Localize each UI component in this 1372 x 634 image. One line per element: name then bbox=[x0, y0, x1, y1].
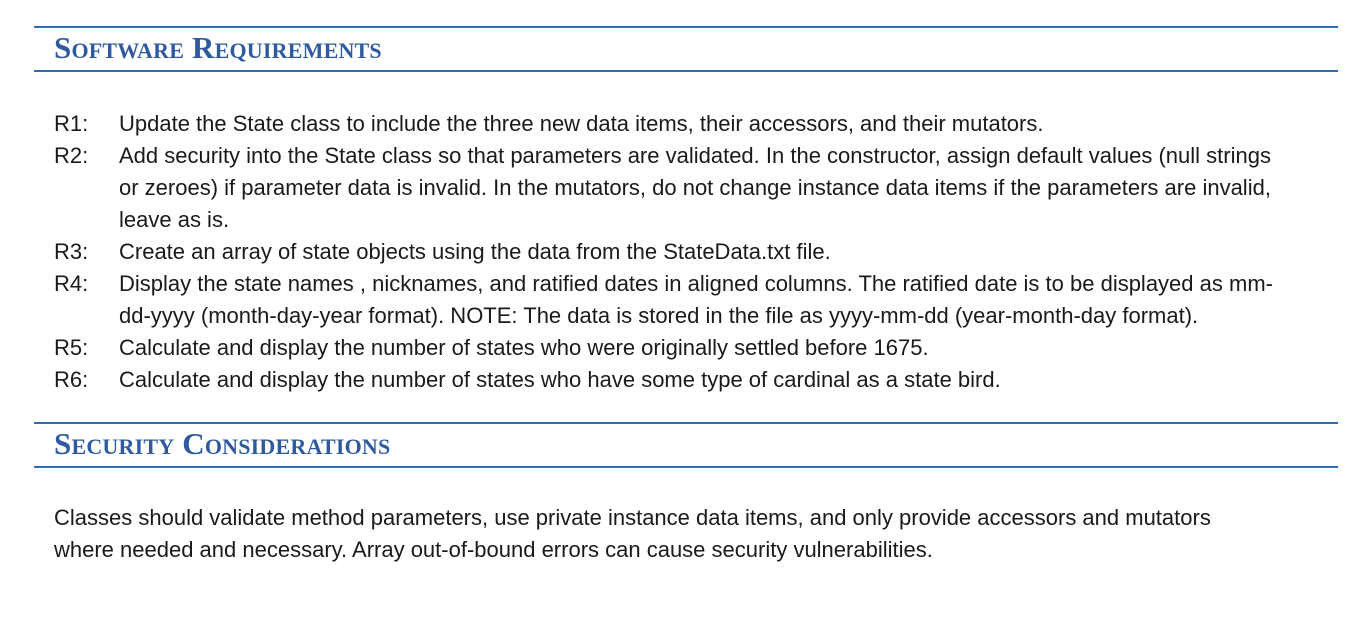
requirement-id: R4: bbox=[54, 271, 89, 296]
security-considerations-section bbox=[34, 422, 1338, 566]
document-page bbox=[34, 26, 1338, 588]
requirement-item bbox=[54, 140, 1338, 236]
requirement-item bbox=[54, 236, 1338, 268]
requirements-list bbox=[34, 108, 1338, 396]
requirement-id: R6: bbox=[54, 367, 89, 392]
security-considerations-heading: Security Considerations bbox=[54, 426, 391, 461]
software-requirements-heading: Software Requirements bbox=[54, 30, 382, 65]
requirement-id: R5: bbox=[54, 335, 89, 360]
requirement-id: R3: bbox=[54, 239, 89, 264]
requirement-item bbox=[54, 364, 1338, 396]
software-requirements-section bbox=[34, 26, 1338, 396]
section-bottom-rule bbox=[34, 466, 1338, 468]
section-bottom-rule bbox=[34, 70, 1338, 72]
requirement-text: Display the state names , nicknames, and ratified dates in aligned columns. The ratified date is to be displayed as mm-dd-yyyy (month-day-year format). NOTE: The data is stored in the file as yyyy-mm-dd (year-month-day format). bbox=[119, 271, 1273, 328]
requirement-item bbox=[54, 268, 1338, 332]
requirement-text: Calculate and display the number of states who have some type of cardinal as a state bird. bbox=[119, 367, 1001, 392]
requirement-text: Calculate and display the number of states who were originally settled before 1675. bbox=[119, 335, 929, 360]
requirement-text: Add security into the State class so that parameters are validated. In the constructor, assign default values (null strings or zeroes) if parameter data is invalid. In the mutators, do not change instance data items if the parameters are invalid, leave as is. bbox=[119, 143, 1271, 232]
requirement-id: R1: bbox=[54, 111, 89, 136]
requirement-text: Update the State class to include the three new data items, their accessors, and their mutators. bbox=[119, 111, 1044, 136]
security-considerations-text: Classes should validate method parameters, use private instance data items, and only provide accessors and mutators where needed and necessary. Array out-of-bound errors can cause security vulnerabilities. bbox=[54, 505, 1211, 562]
requirement-id: R2: bbox=[54, 143, 89, 168]
requirement-item bbox=[54, 108, 1338, 140]
requirement-text: Create an array of state objects using the data from the StateData.txt file. bbox=[119, 239, 831, 264]
requirement-item bbox=[54, 332, 1338, 364]
